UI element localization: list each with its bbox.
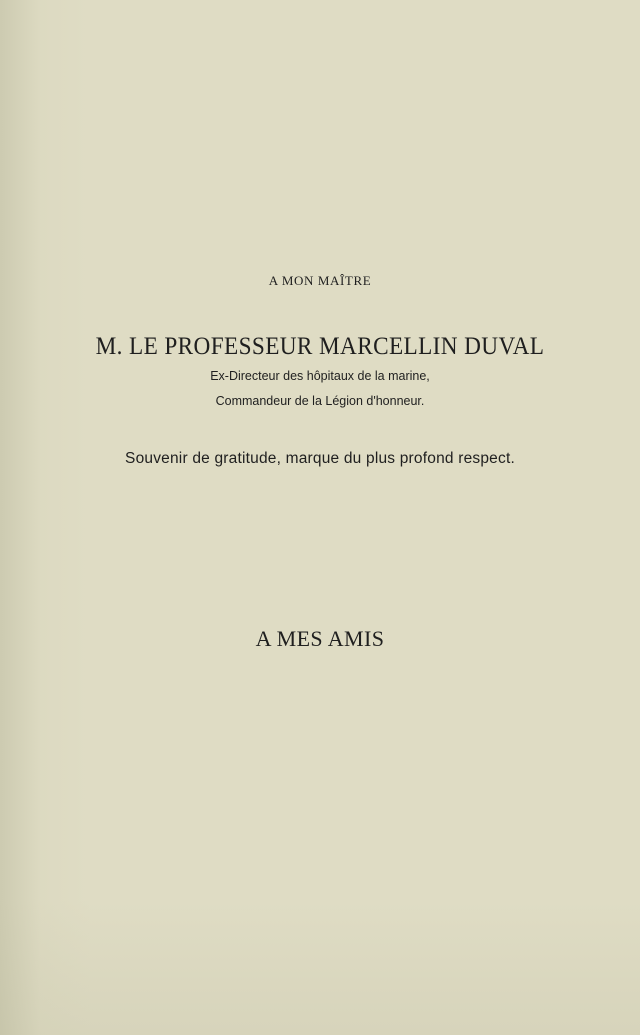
dedicatee-title-line-2: Commandeur de la Légion d'honneur. [215, 394, 425, 408]
tribute-line: Souvenir de gratitude, marque du plus profond respect. [125, 450, 515, 467]
second-dedication-heading: A MES AMIS [255, 626, 385, 651]
dedicatee-title-line-1: Ex-Directeur des hôpitaux de la marine, [210, 369, 430, 383]
dedicatee-name: M. LE PROFESSEUR MARCELLIN DUVAL [95, 333, 545, 360]
dedication-heading: A MON MAÎTRE [268, 273, 372, 288]
